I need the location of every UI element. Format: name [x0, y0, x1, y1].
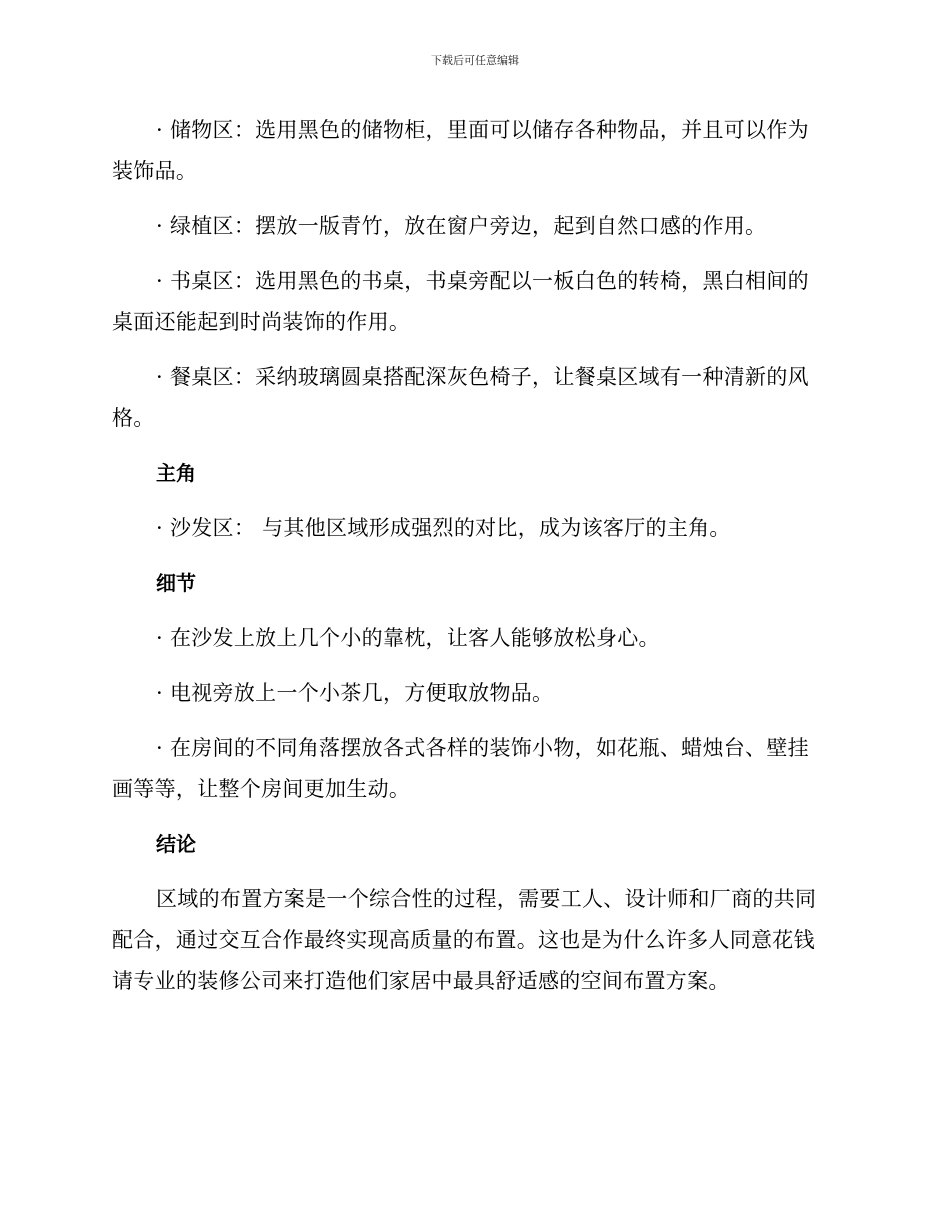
paragraph-dining-area: · 餐桌区：采纳玻璃圆桌搭配深灰色椅子，让餐桌区域有一种清新的风格。	[112, 365, 809, 430]
paragraph-tea-table: · 电视旁放上一个小茶几，方便取放物品。	[156, 681, 554, 705]
paragraph-desk-area: · 书桌区：选用黑色的书桌，书桌旁配以一板白色的转椅，黑白相间的桌面还能起到时尚装饰的作用。	[112, 269, 809, 334]
paragraph-sofa-area: · 沙发区： 与其他区域形成强烈的对比，成为该客厅的主角。	[156, 516, 731, 540]
heading-details: 细节	[156, 571, 196, 595]
paragraph-plant-area: · 绿植区：摆放一版青竹，放在窗户旁边，起到自然口感的作用。	[156, 214, 767, 238]
paragraph-storage-area: · 储物区：选用黑色的储物柜，里面可以储存各种物品，并且可以作为装饰品。	[112, 118, 809, 183]
heading-conclusion: 结论	[156, 832, 196, 856]
paragraph-decorations: · 在房间的不同角落摆放各式各样的装饰小物，如花瓶、蜡烛台、壁挂画等等，让整个房间更加生动。	[112, 736, 809, 801]
paragraph-conclusion: 区域的布置方案是一个综合性的过程，需要工人、设计师和厂商的共同配合，通过交互合作最终实现高质量的布置。这也是为什么许多人同意花钱请专业的装修公司来打造他们家居中最具舒适感的空间布置方案。	[112, 887, 817, 993]
page-header: 下载后可任意编辑	[431, 54, 519, 67]
document-body	[112, 110, 824, 1002]
heading-protagonist: 主角	[156, 461, 196, 485]
paragraph-cushions: · 在沙发上放上几个小的靠枕，让客人能够放松身心。	[156, 626, 660, 650]
